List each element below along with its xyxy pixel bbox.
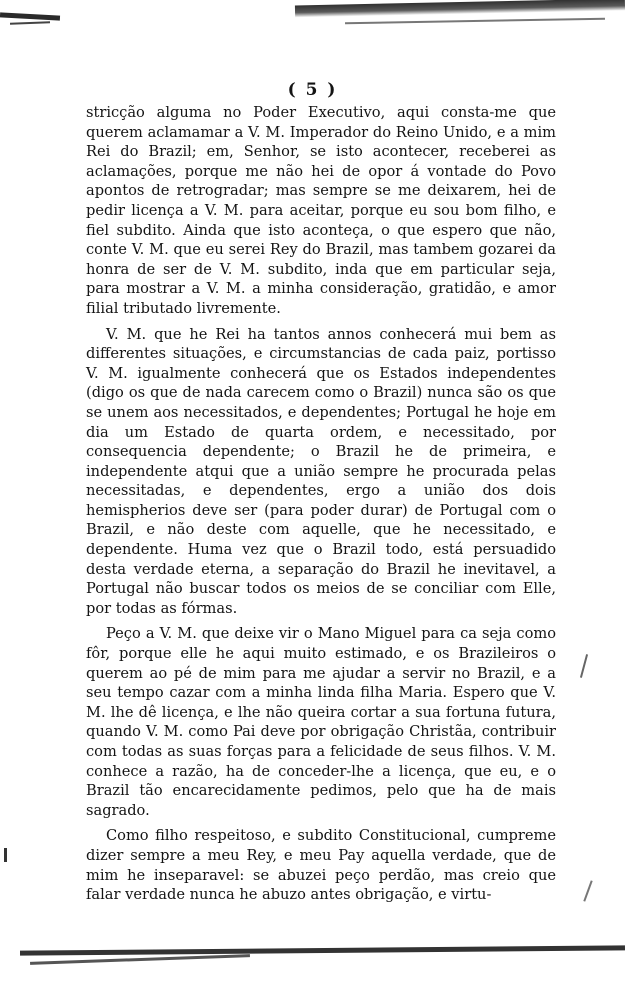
paragraph: stricção alguma no Poder Executivo, aqui consta-me que querem aclamamar a V. M. Imperador do Reino Unido, e a mim Rei do Brazil; em, Senhor, se isto acontecer, receberei as aclamações, porque me não hei de opor á vontade do Povo apontos de retrogradar; mas sempre se me deixarem, hei de pedir licença a V. M. para aceitar, porque eu sou bom filho, e fiel subdito. Ainda que isto aconteça, o que espero que não, conte V. M. que eu serei Rey do Brazil, mas tambem gozarei da honra de ser de V. M. subdito, inda que em particular seja, para mostrar a V. M. a minha consideração, gratidão, e amor filial tributado livremente. bbox=[86, 104, 556, 317]
page-number: ( 5 ) bbox=[287, 80, 338, 100]
scan-edge-mark bbox=[20, 945, 625, 955]
paragraph: Como filho respeitoso, e subdito Constitucional, cumpreme dizer sempre a meu Rey, e meu Pay aquella verdade, que de mim he inseparavel: se abuzei peço perdão, mas creio que falar verdade nunca he abuzo antes obrigação, e virtu- bbox=[86, 827, 556, 904]
paragraph: V. M. que he Rei ha tantos annos conhecerá mui bem as differentes situações, e circumstancias de cada paiz, portisso V. M. igualmente conhecerá que os Estados independentes (digo os que de nada carecem como o Brazil) nunca são os que se unem aos necessitados, e dependentes; Portugal he hoje em dia um Estado de quarta ordem, e necessitado, por consequencia dependente; o Brazil he de primeira, e independente atqui que a união sempre he procurada pelas necessitadas, e dependentes, ergo a união dos dois hemispherios deve ser (para poder durar) de Portugal com o Brazil, e não deste com aquelle, que he necessitado, e dependente. Huma vez que o Brazil todo, está persuadido desta verdade eterna, a separação do Brazil he inevitavel, a Portugal não buscar todos os meios de se conciliar com Elle, por todas as fórmas. bbox=[86, 325, 556, 617]
scan-edge-mark bbox=[295, 0, 625, 17]
body-text bbox=[86, 103, 556, 905]
scan-edge-mark bbox=[4, 848, 7, 862]
scan-edge-mark bbox=[10, 21, 50, 24]
scan-edge-mark bbox=[30, 954, 250, 965]
paragraph: Peço a V. M. que deixe vir o Mano Miguel para ca seja como fôr, porque elle he aqui muito estimado, e os Brazileiros o querem ao pé de mim para me ajudar a servir no Brazil, e a seu tempo cazar com a minha linda filha Maria. Espero que V. M. lhe dê licença, e lhe não queira cortar a sua fortuna futura, quando V. M. como Pai deve por obrigação Christãa, contribuir com todas as suas forças para a felicidade de seus filhos. V. M. conhece a razão, ha de conceder-lhe a licença, que eu, e o Brazil tão encarecidamente pedimos, pelo que ha de mais sagrado. bbox=[86, 625, 556, 819]
scan-edge-mark bbox=[580, 654, 588, 678]
scan-edge-mark bbox=[0, 12, 60, 20]
scan-edge-mark bbox=[345, 18, 605, 25]
scan-edge-mark bbox=[583, 880, 592, 901]
